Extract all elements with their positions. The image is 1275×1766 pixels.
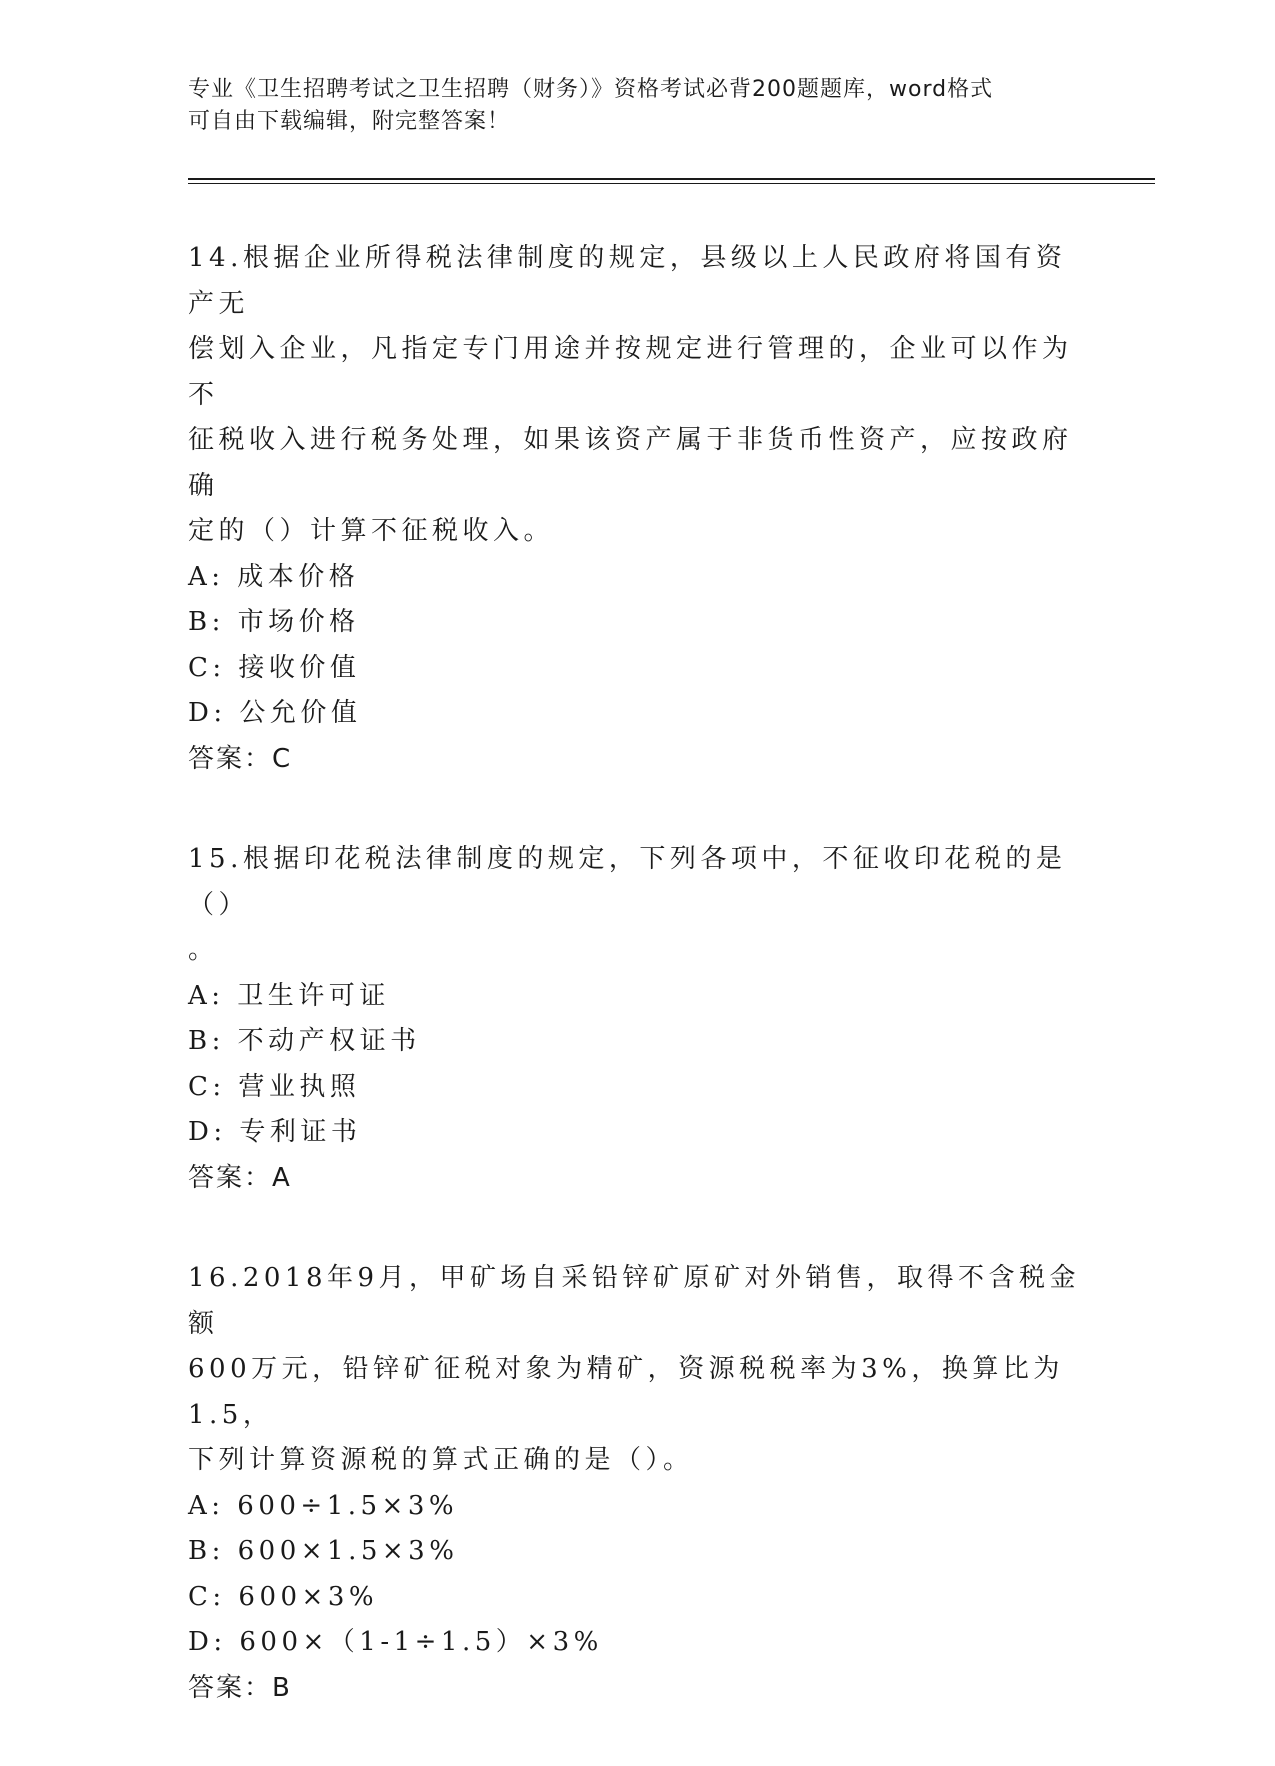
answer-label: 答案：A: [188, 1162, 292, 1193]
question-stem: 14.根据企业所得税法律制度的规定，县级以上人民政府将国有资产无 偿划入企业，凡指定专门用途并按规定进行管理的，企业可以作为不 征税收入进行税务处理，如果该资产属于非货币性资产，应按政府确 定的（）计算不征税收入。: [188, 243, 1073, 546]
option-d: D: 600×（1-1÷1.5）×3%: [188, 1627, 603, 1657]
option-a: A: 成本价格: [188, 561, 360, 592]
option-d: D: 专利证书: [188, 1117, 362, 1147]
option-a: A: 600÷1.5×3%: [188, 1490, 459, 1521]
option-c: C: 营业执照: [188, 1071, 361, 1102]
option-b: B: 市场价格: [188, 607, 360, 637]
answer-label: 答案：B: [188, 1672, 292, 1703]
question-14: [188, 236, 1088, 782]
option-c: C: 接收价值: [188, 652, 361, 683]
option-b: B: 600×1.5×3%: [188, 1536, 459, 1566]
question-15: [188, 837, 1088, 1201]
answer-label: 答案：C: [188, 743, 293, 774]
question-stem: 16.2018年9月，甲矿场自采铅锌矿原矿对外销售，取得不含税金额 600万元，铅锌矿征税对象为精矿，资源税税率为3%，换算比为1.5， 下列计算资源税的算式正确的是（）。: [188, 1263, 1081, 1475]
header-divider-thin: [188, 183, 1155, 184]
question-list: [188, 236, 1088, 1766]
question-stem: 15.根据印花税法律制度的规定，下列各项中，不征收印花税的是（） 。: [188, 844, 1067, 965]
option-d: D: 公允价值: [188, 698, 362, 728]
header-divider-thick: [188, 178, 1155, 180]
option-a: A: 卫生许可证: [188, 980, 390, 1011]
document-header: 专业《卫生招聘考试之卫生招聘（财务）》资格考试必背200题题库，word格式 可自由下载编辑，附完整答案！: [188, 77, 994, 134]
option-b: B: 不动产权证书: [188, 1026, 421, 1056]
option-c: C: 600×3%: [188, 1581, 379, 1612]
question-16: [188, 1256, 1088, 1711]
